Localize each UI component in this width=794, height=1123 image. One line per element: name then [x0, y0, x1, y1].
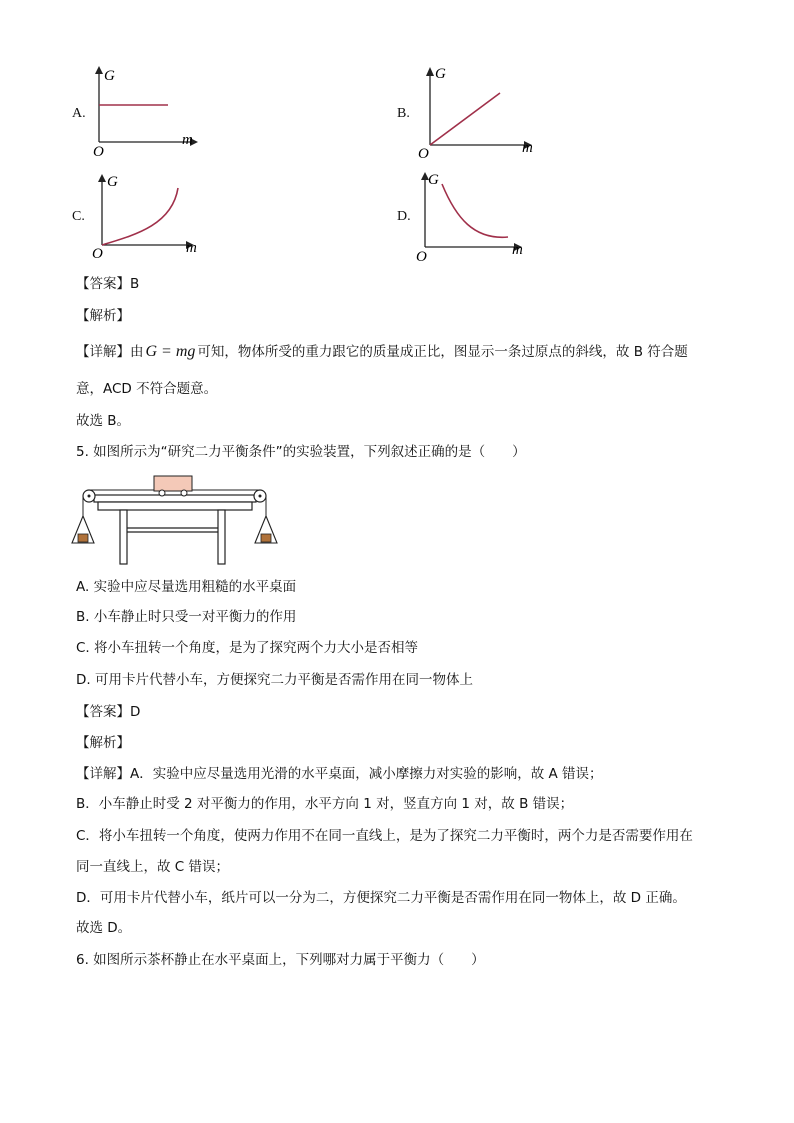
option-a-label: A.: [72, 106, 86, 121]
q5-conclusion: 故选 D。: [76, 920, 132, 936]
origin-label: O: [416, 249, 427, 263]
answer-value: B: [130, 276, 140, 292]
graph-c-curve: [102, 188, 178, 245]
experiment-apparatus-diagram: [68, 470, 278, 570]
q5-detail-c2: 同一直线上，故 C 错误；: [76, 859, 230, 875]
origin-label: O: [93, 144, 104, 157]
y-arrow-icon: [95, 66, 103, 74]
q4-detail-line1: [76, 342, 688, 362]
cart-wheel-icon: [181, 490, 187, 496]
q6-stem: 6. 如图所示茶杯静止在水平桌面上，下列哪对力属于平衡力（ ）: [76, 952, 485, 968]
option-c-label: C.: [72, 209, 85, 224]
q4-detail-line2: 意，ACD 不符合题意。: [76, 381, 218, 397]
y-axis-label: G: [104, 68, 115, 84]
formula: G = mg: [145, 343, 196, 360]
graph-c: [90, 170, 210, 260]
table-leg-right: [218, 510, 225, 564]
x-axis-label: m: [182, 132, 193, 148]
q4-conclusion: 故选 B。: [76, 413, 131, 429]
y-arrow-icon: [426, 67, 434, 76]
q5-answer-line: [76, 702, 140, 722]
graph-b-curve: [430, 93, 500, 145]
detail-tag: 【详解】: [76, 766, 130, 782]
detail-tag: 【详解】: [76, 344, 130, 360]
q4-analysis-tag: 【解析】: [76, 308, 130, 324]
table-apron: [98, 502, 252, 510]
weight-right-icon: [261, 534, 271, 542]
cart-wheel-icon: [159, 490, 165, 496]
option-b-label: B.: [397, 106, 410, 121]
y-axis-label: G: [428, 172, 439, 188]
graph-d-curve: [442, 184, 508, 237]
q5-option-d: D. 可用卡片代替小车，方便探究二力平衡是否需作用在同一物体上: [76, 672, 473, 688]
y-axis-label: G: [107, 174, 118, 190]
table-leg-left: [120, 510, 127, 564]
detail-pre: 由: [130, 344, 144, 360]
weight-left-icon: [78, 534, 88, 542]
q5-option-b: B. 小车静止时只受一对平衡力的作用: [76, 609, 297, 625]
y-axis-label: G: [435, 66, 446, 82]
q5-detail-b: B．小车静止时受 2 对平衡力的作用，水平方向 1 对，竖直方向 1 对，故 B 错误；: [76, 796, 574, 812]
x-axis-label: m: [522, 140, 533, 156]
q5-analysis-tag: 【解析】: [76, 735, 130, 751]
detail-a-text: A．实验中应尽量选用光滑的水平桌面，减小摩擦力对实验的影响，故 A 错误；: [130, 766, 603, 782]
detail-post: 可知，物体所受的重力跟它的质量成正比，图显示一条过原点的斜线，故 B 符合题: [197, 344, 688, 360]
table-top: [94, 495, 256, 502]
q5-stem: 5. 如图所示为“研究二力平衡条件”的实验装置，下列叙述正确的是（ ）: [76, 444, 526, 460]
cart: [154, 476, 192, 491]
q5-option-a: A. 实验中应尽量选用粗糙的水平桌面: [76, 579, 297, 595]
x-axis-label: m: [186, 240, 197, 256]
q5-detail-a: [76, 764, 603, 784]
y-arrow-icon: [98, 174, 106, 182]
graph-d: [414, 168, 539, 263]
option-d-label: D.: [397, 209, 411, 224]
q5-option-c: C. 将小车扭转一个角度，是为了探究两个力大小是否相等: [76, 640, 419, 656]
answer-tag: 【答案】: [76, 704, 130, 720]
x-axis-label: m: [512, 242, 523, 258]
q5-detail-d: D．可用卡片代替小车，纸片可以一分为二，方便探究二力平衡是否需作用在同一物体上，故 D 正确。: [76, 890, 686, 906]
origin-label: O: [418, 146, 429, 162]
q4-answer-line: [76, 274, 139, 294]
answer-value: D: [130, 704, 141, 720]
graph-a: [90, 62, 205, 157]
origin-label: O: [92, 246, 103, 260]
graph-b: [418, 62, 543, 162]
q5-detail-c1: C．将小车扭转一个角度，使两力作用不在同一直线上，是为了探究二力平衡时，两个力是否需要作用在: [76, 828, 693, 844]
answer-tag: 【答案】: [76, 276, 130, 292]
